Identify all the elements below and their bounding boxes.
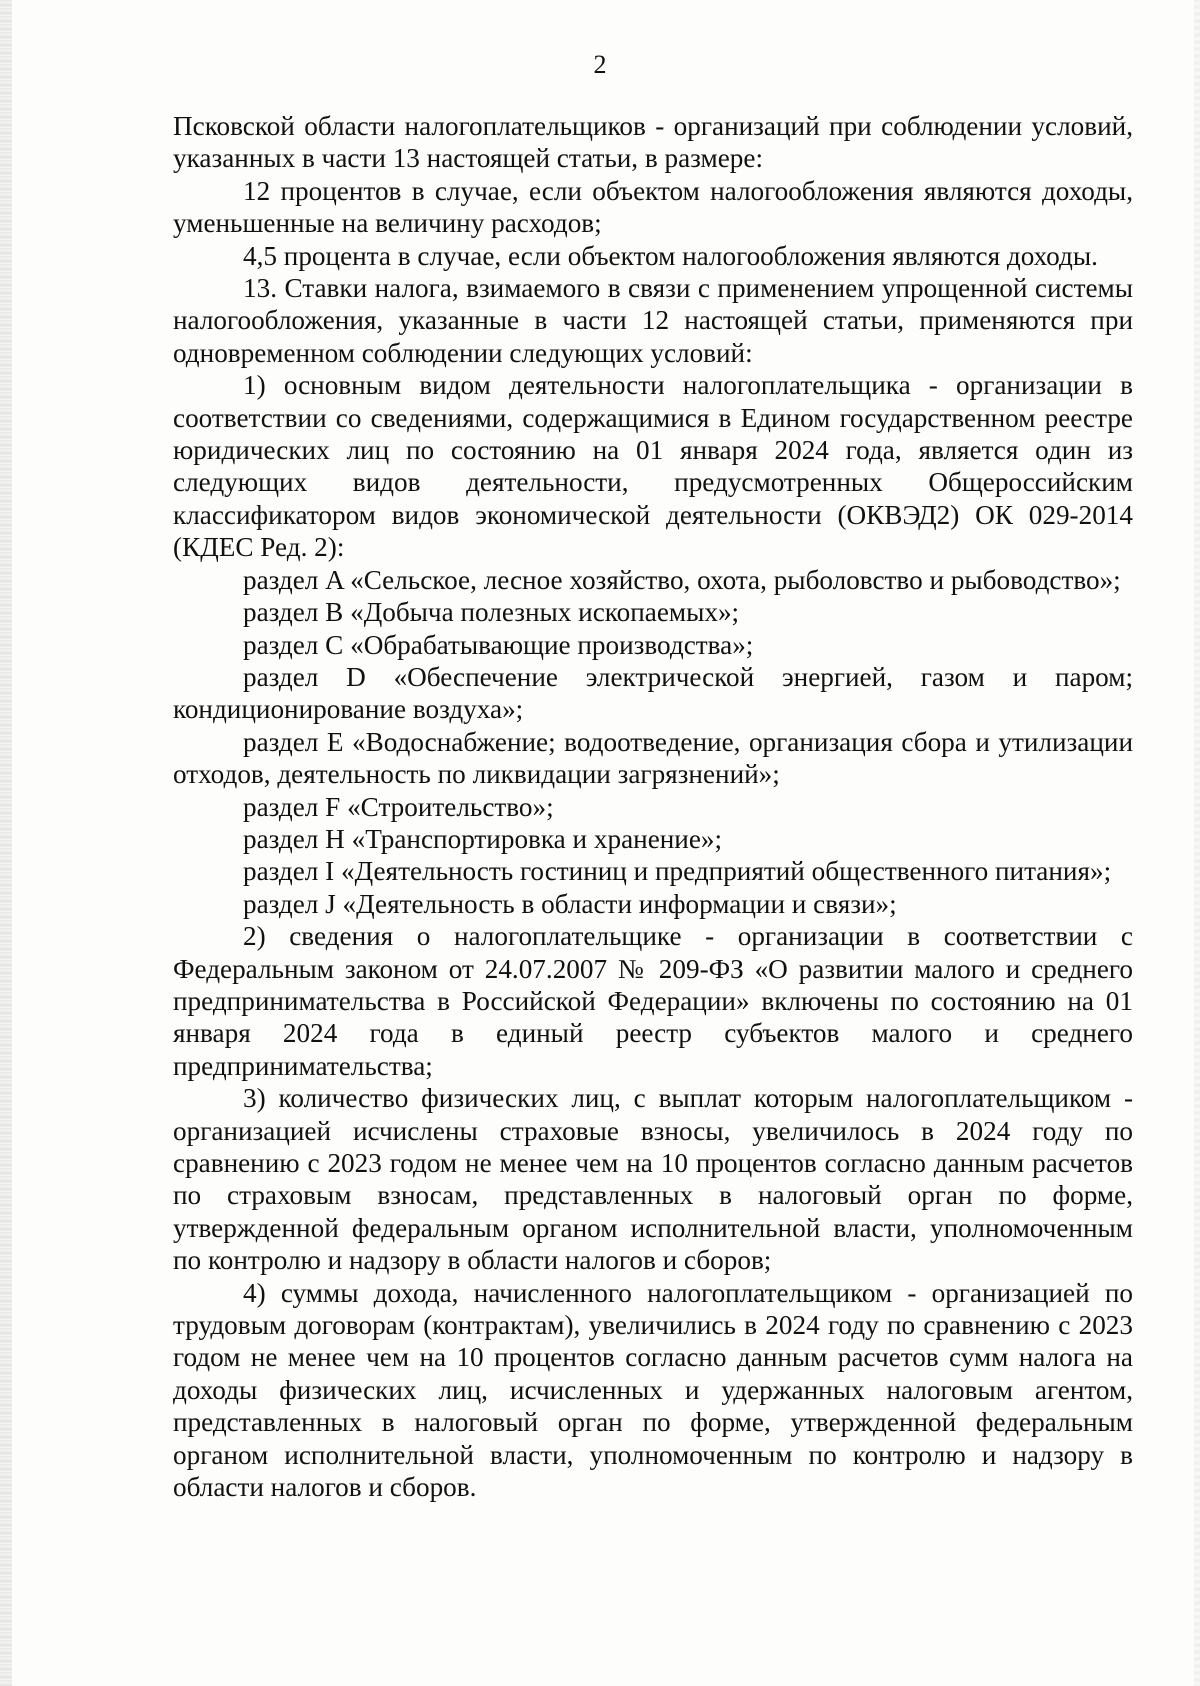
scan-edge-left bbox=[0, 0, 12, 1686]
paragraph-part-13: 13. Ставки налога, взимаемого в связи с применением упрощенной системы налогообложения, указанные в части 12 настоящей статьи, применяются при одновременном соблюдении следующих условий: bbox=[173, 273, 1133, 368]
paragraph-section-h: раздел H «Транспортировка и хранение»; bbox=[243, 823, 723, 854]
paragraph-section-d: раздел D «Обеспечение электрической энергией, газом и паром; кондиционирование воздуха»; bbox=[173, 661, 1133, 725]
document-body bbox=[173, 110, 1133, 1503]
scan-edge-right bbox=[1194, 0, 1200, 1686]
page-number: 2 bbox=[593, 50, 607, 79]
paragraph-section-a: раздел A «Сельское, лесное хозяйство, охота, рыболовство и рыбоводство»; bbox=[243, 564, 1121, 595]
paragraph-section-i: раздел I «Деятельность гостиниц и предприятий общественного питания»; bbox=[243, 856, 1112, 887]
paragraph-section-b: раздел B «Добыча полезных ископаемых»; bbox=[243, 597, 740, 628]
paragraph-rate-4-5: 4,5 процента в случае, если объектом налогообложения являются доходы. bbox=[243, 240, 1098, 271]
paragraph-section-e: раздел E «Водоснабжение; водоотведение, организация сбора и утилизации отходов, деятельность по ликвидации загрязнений»; bbox=[173, 726, 1133, 790]
paragraph-condition-2: 2) сведения о налогоплательщике - организации в соответствии с Федеральным законом от 24.07.2007 № 209-ФЗ «О развитии малого и среднего предпринимательства в Российской Федерации» включены по состоянию на 01 января 2024 года в единый реестр субъектов малого и среднего предпринимательства; bbox=[173, 921, 1133, 1081]
paragraph-rate-12: 12 процентов в случае, если объектом налогообложения являются доходы, уменьшенные на величину расходов; bbox=[173, 175, 1133, 239]
paragraph-condition-3: 3) количество физических лиц, с выплат которым налогоплательщиком - организацией исчислены страховые взносы, увеличилось в 2024 году по сравнению с 2023 годом не менее чем на 10 процентов согласно данным расчетов по страховым взносам, представленных в налоговый орган по форме, утвержденной федеральным органом исполнительной власти, уполномоченным по контролю и надзору в области налогов и сборов; bbox=[173, 1083, 1133, 1276]
paragraph-intro: Псковской области налогоплательщиков - организаций при соблюдении условий, указанных в части 13 настоящей статьи, в размере: bbox=[173, 111, 1133, 174]
paragraph-section-c: раздел C «Обрабатывающие производства»; bbox=[243, 629, 754, 660]
paragraph-condition-1: 1) основным видом деятельности налогоплательщика - организации в соответствии со сведениями, содержащимися в Едином государственном реестре юридических лиц по состоянию на 01 января 2024 года, является один из следующих видов деятельности, предусмотренных Общероссийским классификатором видов экономической деятельности (ОКВЭД2) ОК 029-2014 (КДЕС Ред. 2): bbox=[173, 370, 1133, 563]
paragraph-section-f: раздел F «Строительство»; bbox=[243, 791, 554, 822]
paragraph-condition-4: 4) суммы дохода, начисленного налогоплательщиком - организацией по трудовым договорам (контрактам), увеличились в 2024 году по сравнению с 2023 годом не менее чем на 10 процентов согласно данным расчетов сумм налога на доходы физических лиц, исчисленных и удержанных налоговым агентом, представленных в налоговый орган по форме, утвержденной федеральным органом исполнительной власти, уполномоченным по контролю и надзору в области налогов и сборов. bbox=[173, 1277, 1133, 1503]
paragraph-section-j: раздел J «Деятельность в области информации и связи»; bbox=[243, 888, 897, 919]
